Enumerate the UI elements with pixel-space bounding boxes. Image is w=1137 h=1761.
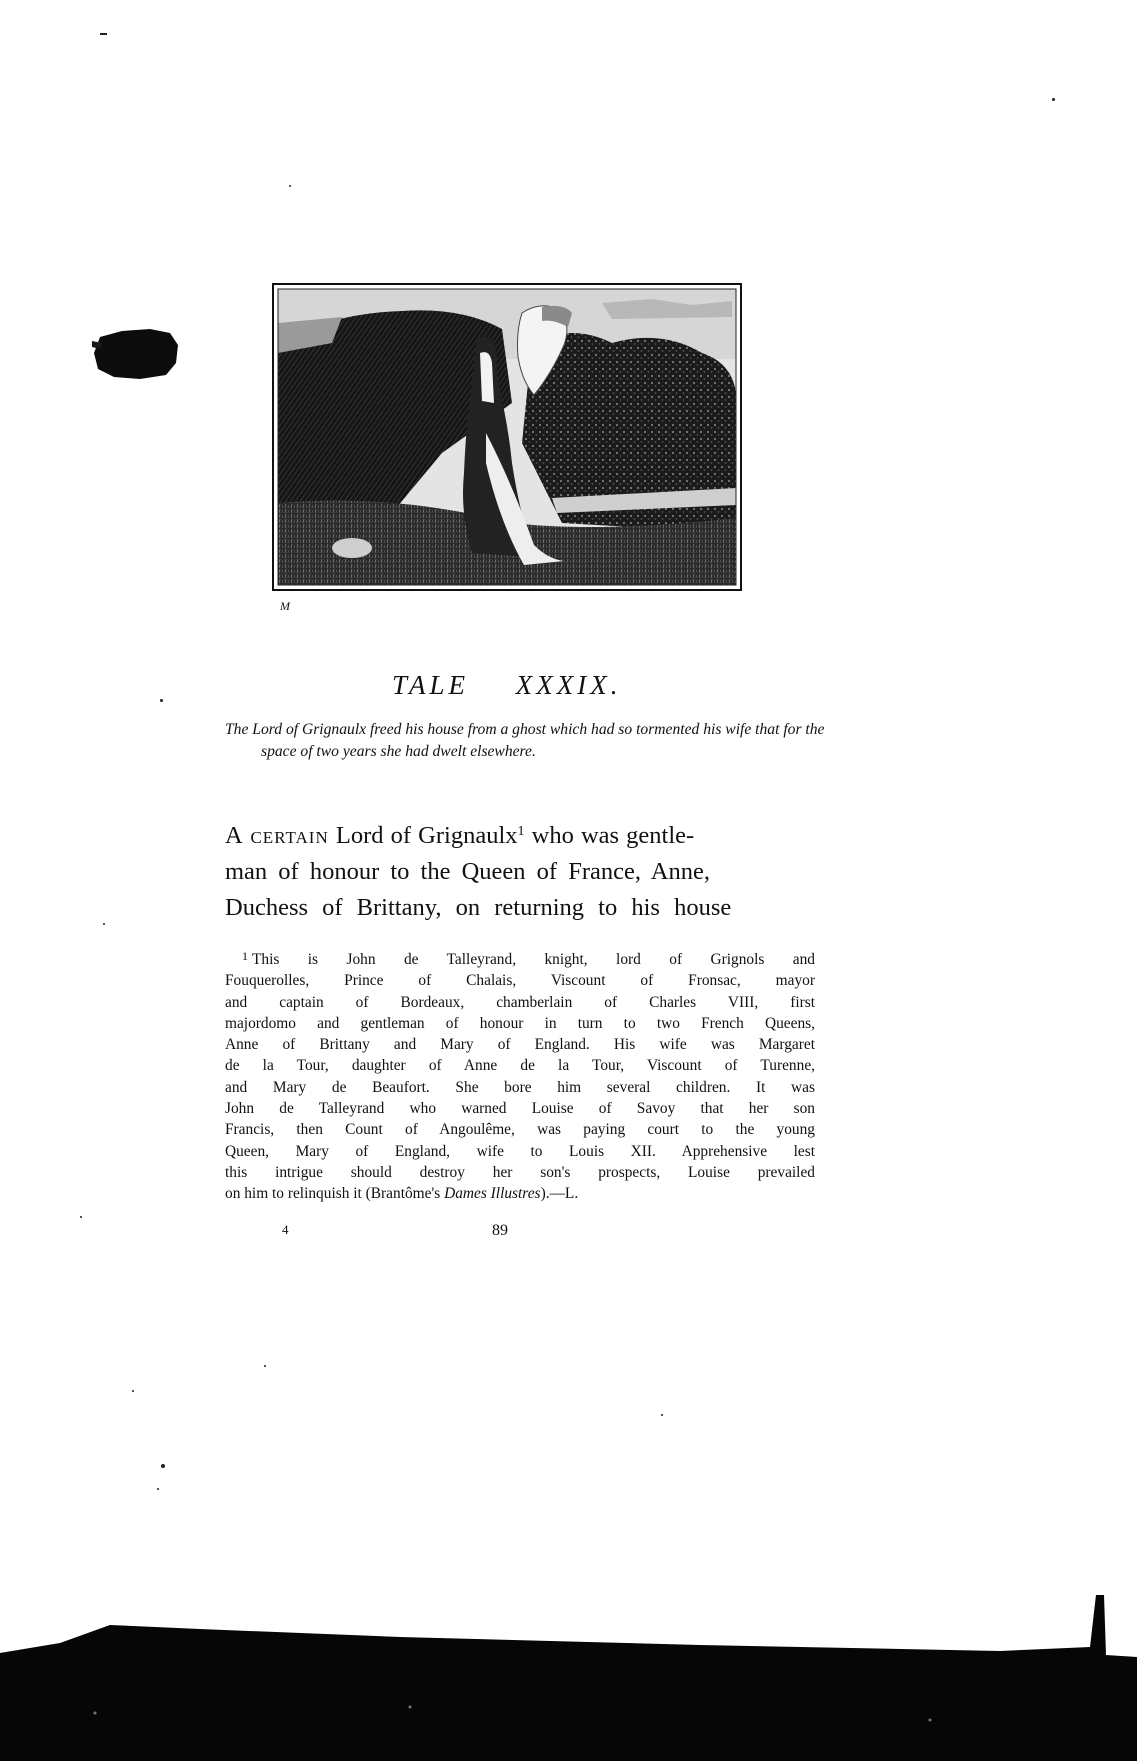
scan-edge-shadow xyxy=(0,1595,1137,1761)
body-line: man of honour to the Queen of France, Anne, xyxy=(225,858,710,885)
body-text xyxy=(225,814,731,926)
footnote-line: on him to relinquish it (Brantôme's Dames Illustres).—L. xyxy=(225,1185,579,1203)
tale-illustration xyxy=(272,283,742,593)
scan-speck xyxy=(1052,98,1055,101)
tale-summary: The Lord of Grignaulx freed his house from a ghost which had so tormented his wife that for the space of two years she had dwelt elsewhere. xyxy=(225,721,825,760)
footnote-line: and captain of Bordeaux, chamberlain of Charles VIII, first xyxy=(225,993,815,1011)
scan-speck xyxy=(289,185,291,187)
footnote-line: de la Tour, daughter of Anne de la Tour, Viscount of Turenne, xyxy=(225,1057,815,1075)
scan-speck xyxy=(100,33,107,35)
footnote-line: $^1$ This is John de Talleyrand, knight, lord of Grignols and xyxy=(242,949,815,968)
scan-speck xyxy=(160,699,163,702)
footnote-marker: 1 xyxy=(242,949,248,963)
footnote-line: Fouquerolles, Prince of Chalais, Viscount of Fronsac, mayor xyxy=(225,972,815,990)
ink-blot xyxy=(92,323,180,381)
footnote xyxy=(225,946,815,1205)
scan-speck xyxy=(132,1390,134,1392)
scan-speck xyxy=(264,1365,266,1367)
page-number: 89 xyxy=(492,1222,508,1239)
body-line: Duchess of Brittany, on returning to his house xyxy=(225,894,732,921)
footnote-line: this intrigue should destroy her son's prospects, Louise prevailed xyxy=(225,1163,815,1181)
scan-speck xyxy=(103,923,105,925)
artist-monogram: M xyxy=(280,599,290,613)
scan-speck xyxy=(80,1216,82,1218)
book-title: Dames Illustres xyxy=(444,1185,541,1203)
footnote-reference: 1 xyxy=(517,824,525,839)
footnote-line: Anne of Brittany and Mary of England. His wife was Margaret xyxy=(225,1036,815,1054)
opening-smallcaps: A certain xyxy=(225,822,329,849)
body-line xyxy=(225,814,731,854)
footnote-line: and Mary de Beaufort. She bore him several children. It was xyxy=(225,1078,815,1096)
footnote-line: Queen, Mary of England, wife to Louis XII. Apprehensive lest xyxy=(225,1142,815,1160)
footnote-line: majordomo and gentleman of honour in turn to two French Queens, xyxy=(225,1014,815,1032)
scan-speck xyxy=(161,1464,165,1468)
footnote-line: Francis, then Count of Angoulême, was paying court to the young xyxy=(225,1121,815,1139)
body-line-part: who was gentle- xyxy=(524,822,695,849)
scan-speck xyxy=(157,1488,159,1490)
footnote-line: John de Talleyrand who warned Louise of Savoy that her son xyxy=(225,1100,815,1118)
signature-mark: 4 xyxy=(282,1222,289,1237)
body-line-part: Lord of Grignaulx xyxy=(328,822,518,849)
tale-title: TALE XXXIX. xyxy=(392,670,622,700)
scan-speck xyxy=(661,1414,663,1416)
